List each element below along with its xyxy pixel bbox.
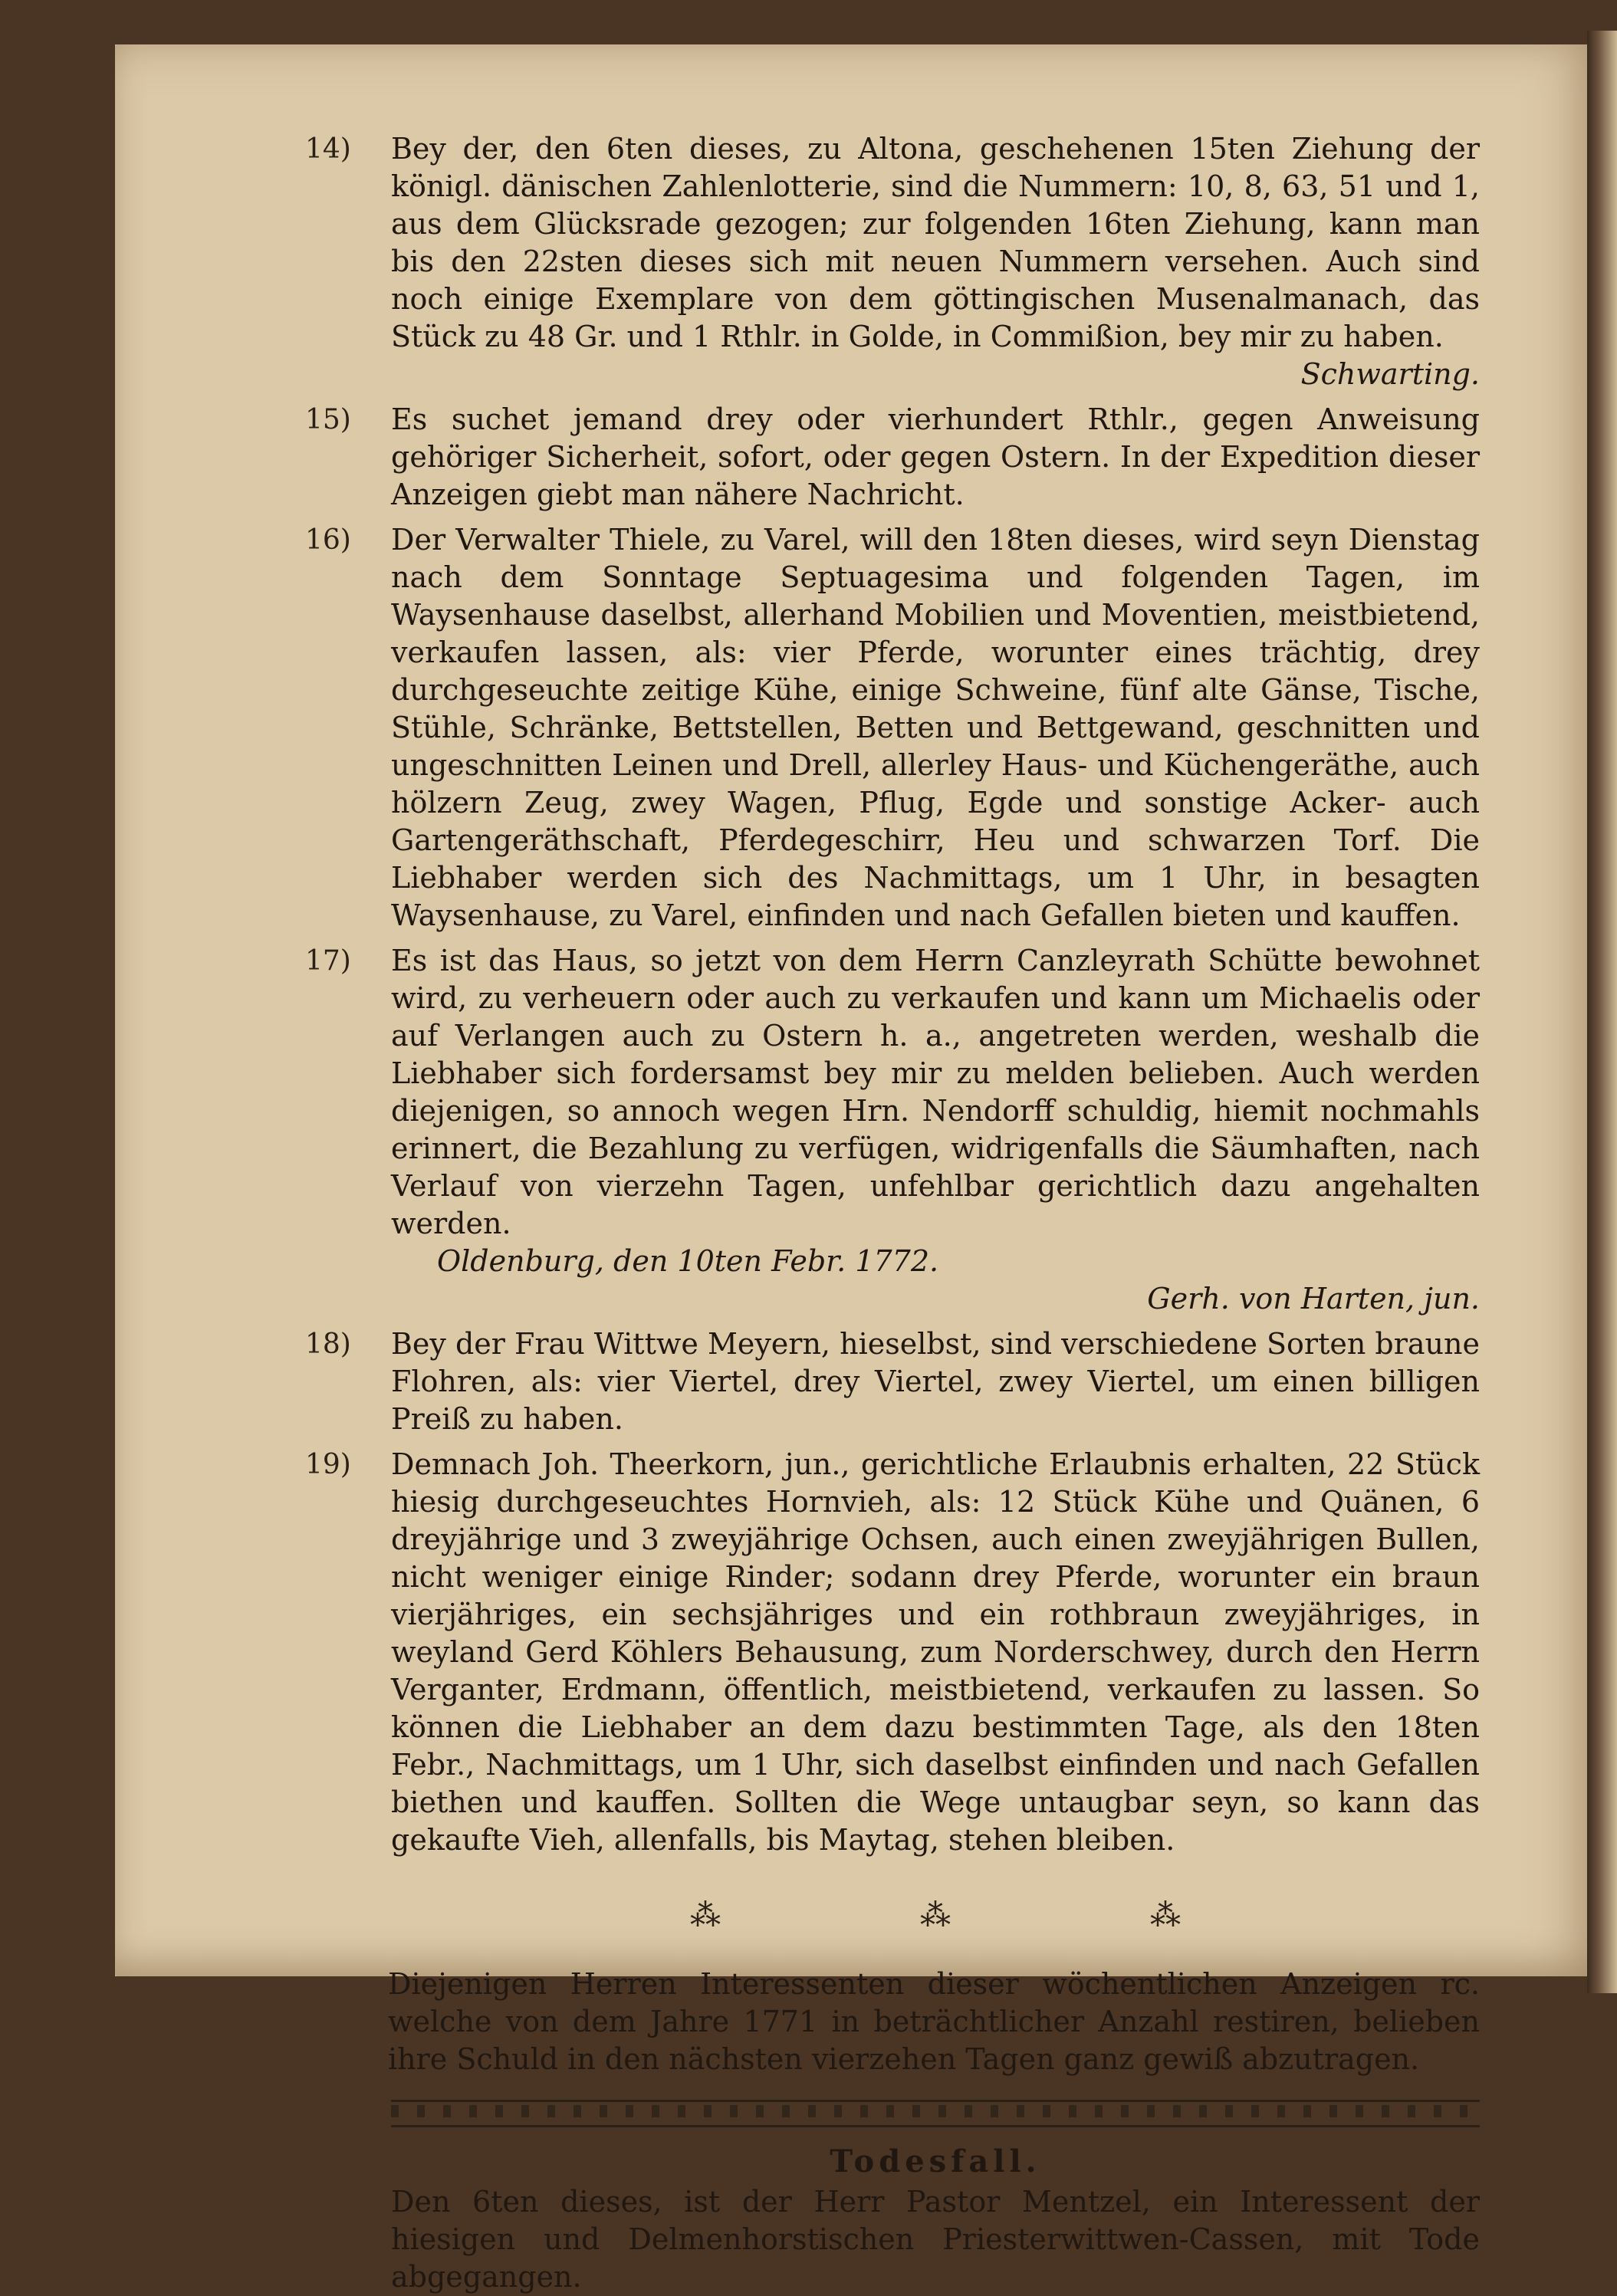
entry-number: 19) bbox=[305, 1449, 351, 1480]
entry-text: Es suchet jemand drey oder vierhundert Rthlr., gegen Anweisung gehöriger Sicherheit, sofort, oder gegen Ostern. In der Expedition dieser Anzeigen giebt man nähere Nachricht. bbox=[391, 402, 1480, 511]
entry-text: Es ist das Haus, so jetzt von dem Herrn Canzleyrath Schütte bewohnet wird, zu verheuern oder auch zu verkaufen und kann um Michaelis oder auf Verlangen auch zu Ostern h. a., angetreten werden, weshalb die Liebhaber sich fordersamst bey mir zu melden belieben. Auch werden diejenigen, so annoch wegen Hrn. Nendorff schuldig, hiemit nochmahls erinnert, die Bezahlung zu verfügen, widrigenfalls die Säumhaften, nach Verlauf von vierzehn Tagen, unfehlbar gerichtlich dazu angehalten werden. bbox=[391, 944, 1480, 1240]
entry-14 bbox=[305, 130, 1480, 393]
entry-number: 16) bbox=[305, 524, 351, 556]
entry-number: 17) bbox=[305, 945, 351, 977]
entry-19 bbox=[305, 1446, 1480, 1859]
entry-number: 18) bbox=[305, 1329, 351, 1360]
ornament-icon: ⁂ bbox=[1150, 1898, 1181, 1933]
ornament-row bbox=[590, 1897, 1280, 1935]
decorative-divider bbox=[391, 2100, 1480, 2127]
death-notice-text: Den 6ten dieses, ist der Herr Pastor Mentzel, ein Interessent der hiesigen und Delmenhorstischen Priesterwittwen-Cassen, mit Tode abgegangen. bbox=[391, 2185, 1480, 2294]
page-content bbox=[305, 130, 1480, 2296]
entry-text: Bey der, den 6ten dieses, zu Altona, geschehenen 15ten Ziehung der königl. dänischen Zahlenlotterie, sind die Nummern: 10, 8, 63, 51 und 1, aus dem Glücksrade gezogen; zur folgenden 16ten Ziehung, kann man bis den 22sten dieses sich mit neuen Nummern versehen. Auch sind noch einige Exemplare von dem göttingischen Musenalmanach, das Stück zu 48 Gr. und 1 Rthlr. in Golde, in Commißion, bey mir zu haben. bbox=[391, 132, 1480, 353]
divider-pattern bbox=[391, 2105, 1480, 2117]
entry-text: Demnach Joh. Theerkorn, jun., gerichtliche Erlaubnis erhalten, 22 Stück hiesig durchgeseuchtes Hornvieh, als: 12 Stück Kühe und Quänen, 6 dreyjährige und 3 zweyjährige Ochsen, auch einen zweyjährigen Bullen, nicht weniger einige Rinder; sodann drey Pferde, worunter ein braun vierjähriges, ein sechsjähriges und ein rothbraun zweyjähriges, in weyland Gerd Köhlers Behausung, zum Norderschwey, durch den Herrn Verganter, Erdmann, öffentlich, meistbietend, verkaufen zu lassen. So können die Liebhaber an dem dazu bestimmten Tage, als den 18ten Febr., Nachmittags, um 1 Uhr, sich daselbst einfinden und nach Gefallen biethen und kauffen. Sollten die Wege untaugbar seyn, so kann das gekaufte Vieh, allenfalls, bis Maytag, stehen bleiben. bbox=[391, 1447, 1480, 1857]
entry-18 bbox=[305, 1325, 1480, 1438]
subscriber-notice: Diejenigen Herren Interessenten dieser wöchentlichen Anzeigen rc. welche von dem Jahre 1771 in beträchtlicher Anzahl restiren, belieben ihre Schuld in den nächsten vierzehen Tagen ganz gewiß abzutragen. bbox=[388, 1967, 1480, 2076]
entry-text: Der Verwalter Thiele, zu Varel, will den 18ten dieses, wird seyn Dienstag nach dem Sonntage Septuagesima und folgenden Tagen, im Waysenhause daselbst, allerhand Mobilien und Moventien, meistbietend, verkaufen lassen, als: vier Pferde, worunter eines trächtig, drey durchgeseuchte zeitige Kühe, einige Schweine, fünf alte Gänse, Tische, Stühle, Schränke, Bettstellen, Betten und Bettgewand, geschnitten und ungeschnitten Leinen und Drell, allerley Haus- und Küchengeräthe, auch hölzern Zeug, zwey Wagen, Pflug, Egde und sonstige Acker- auch Gartengeräthschaft, Pferdegeschirr, Heu und schwarzen Torf. Die Liebhaber werden sich des Nachmittags, um 1 Uhr, in besagten Waysenhause, zu Varel, einfinden und nach Gefallen bieten und kauffen. bbox=[391, 523, 1480, 932]
entry-signature: Gerh. von Harten, jun. bbox=[1147, 1282, 1480, 1316]
ornament-icon: ⁂ bbox=[690, 1898, 721, 1933]
entry-number: 15) bbox=[305, 404, 351, 435]
entry-signature: Schwarting. bbox=[1300, 357, 1480, 391]
entry-16 bbox=[305, 521, 1480, 934]
entry-place-date: Oldenburg, den 10ten Febr. 1772. bbox=[437, 1244, 939, 1278]
death-notice-title: Todesfall. bbox=[830, 2143, 1041, 2179]
entry-number: 14) bbox=[305, 133, 351, 165]
entry-17 bbox=[305, 942, 1480, 1318]
ornament-icon: ⁂ bbox=[920, 1898, 951, 1933]
entry-15 bbox=[305, 401, 1480, 514]
entry-text: Bey der Frau Wittwe Meyern, hieselbst, sind verschiedene Sorten braune Flohren, als: vier Viertel, drey Viertel, zwey Viertel, um einen billigen Preiß zu haben. bbox=[391, 1327, 1480, 1436]
facing-page-edge bbox=[1587, 31, 1617, 1993]
